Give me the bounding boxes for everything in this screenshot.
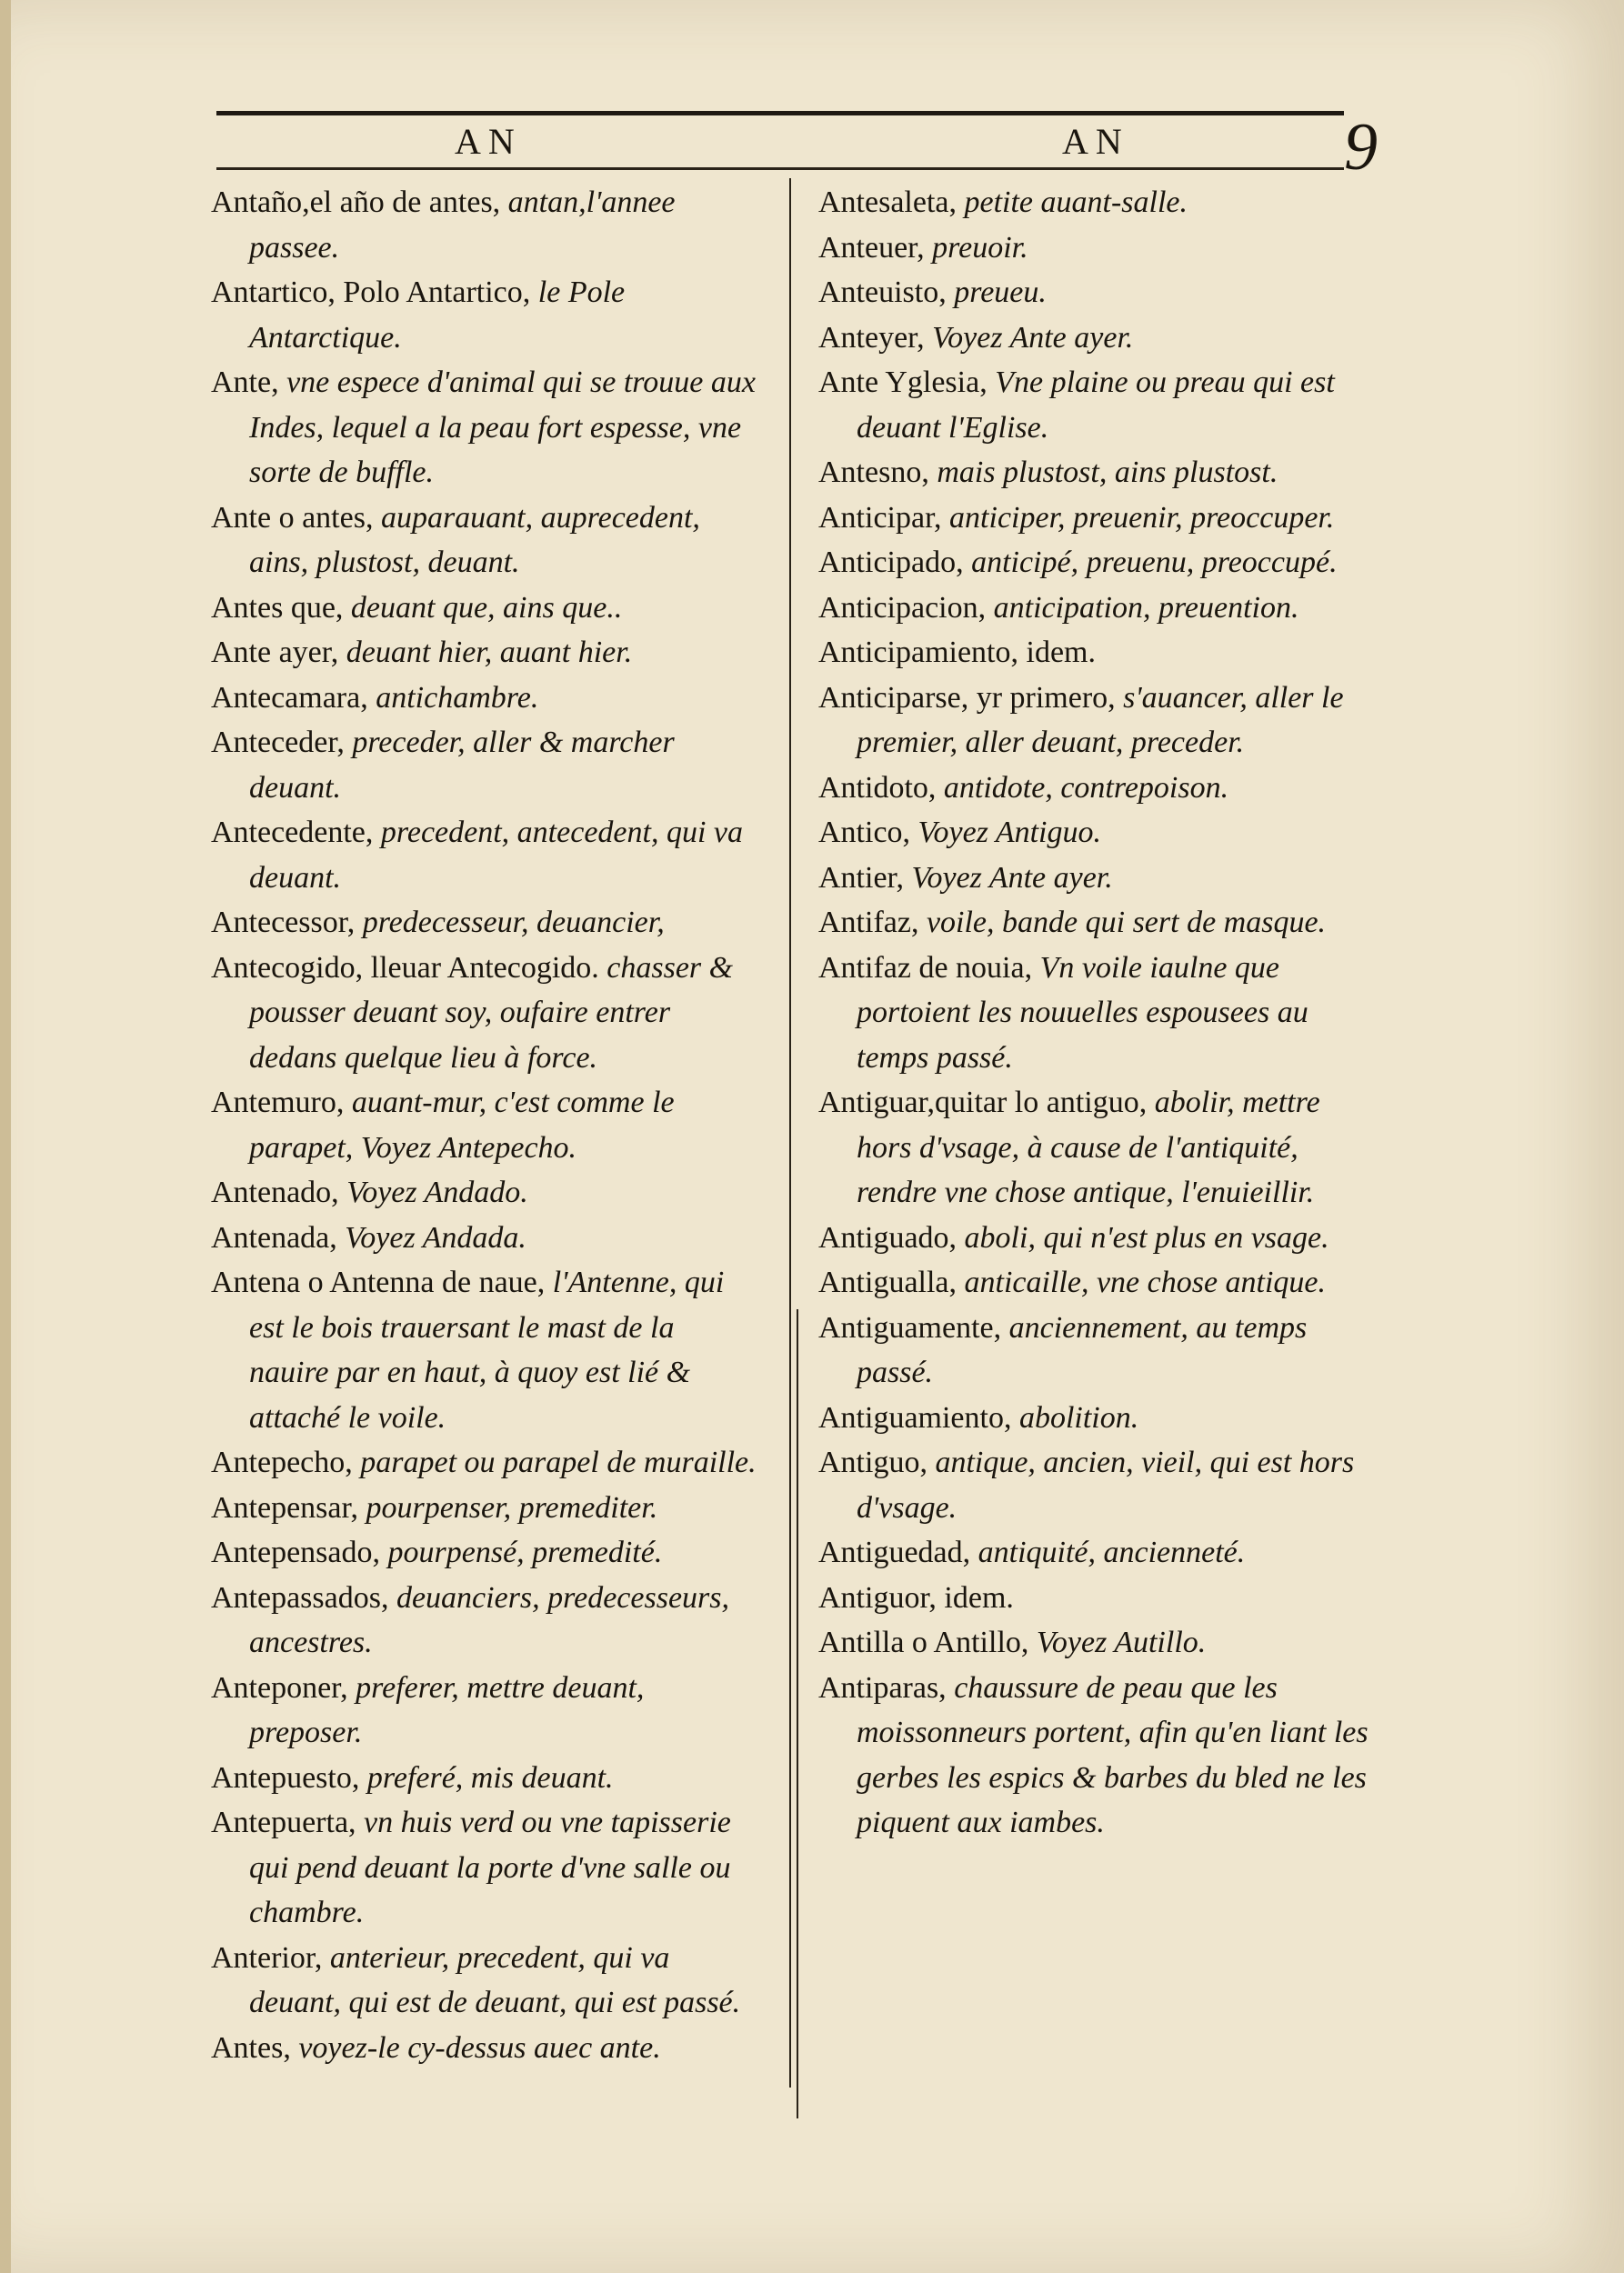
entry-translation: pourpenser, premediter.: [366, 1490, 658, 1525]
entry-translation: vne espece d'animal qui se trouue aux Indes, lequel a la peau fort espesse, vne sorte de buffle.: [249, 365, 756, 489]
dictionary-entry: [818, 810, 1382, 856]
entry-headword: Antecamara,: [211, 680, 376, 715]
entry-translation: Voyez Ante ayer.: [911, 860, 1113, 895]
entry-translation: deuant hier, auant hier.: [346, 636, 633, 669]
entry-translation: aboli, qui n'est plus en vsage.: [964, 1220, 1329, 1255]
entry-headword: Antes que,: [211, 590, 351, 625]
entry-headword: Antecessor,: [211, 906, 363, 939]
dictionary-entry: [211, 1756, 757, 1801]
entry-headword: Antidoto,: [818, 770, 944, 805]
dictionary-entry: [818, 586, 1382, 631]
dictionary-entry: [818, 630, 1382, 676]
entry-headword: Anticiparse, yr primero,: [818, 680, 1124, 715]
entry-headword: Antepensar,: [211, 1490, 366, 1525]
entry-translation: antichambre.: [376, 680, 539, 715]
dictionary-entry: [211, 1440, 757, 1486]
entry-headword: Antilla o Antillo,: [818, 1626, 1037, 1659]
dictionary-entry: [818, 1576, 1382, 1621]
dictionary-entry: [211, 900, 757, 946]
entry-headword: Anteuisto,: [818, 275, 955, 309]
dictionary-entry: [818, 1440, 1382, 1530]
entry-translation: abolition.: [1018, 1400, 1139, 1435]
dictionary-entry: [211, 1260, 757, 1440]
running-head-right: AN: [1062, 121, 1129, 162]
entry-translation: Vne plaine ou preau qui est deuant l'Eglise.: [857, 365, 1335, 445]
entry-headword: Antecogido, lleuar Antecogido.: [211, 950, 607, 985]
entry-headword: Ante ayer,: [211, 636, 346, 669]
entry-headword: Anteponer,: [211, 1670, 356, 1705]
dictionary-entry: [211, 1936, 757, 2026]
entry-headword: Antesaleta,: [818, 185, 965, 219]
entry-headword: Anteyer,: [818, 320, 933, 355]
dictionary-entry: [211, 1486, 757, 1531]
dictionary-entry: [818, 180, 1382, 225]
dictionary-entry: [211, 630, 757, 676]
entry-headword: Ante o antes,: [211, 500, 381, 535]
dictionary-entry: [818, 1216, 1382, 1261]
entry-translation: antique, ancien, vieil, qui est hors d'vsage.: [857, 1446, 1355, 1525]
entry-translation: Voyez Autillo.: [1036, 1626, 1207, 1659]
entry-translation: s'auancer, aller le premier, aller deuant, preceder.: [857, 680, 1344, 759]
dictionary-entry: [211, 676, 757, 721]
entry-translation: vn huis verd ou vne tapisserie qui pend deuant la porte d'vne salle ou chambre.: [249, 1806, 731, 1929]
dictionary-entry: [818, 1666, 1382, 1846]
entry-headword: Antenado,: [211, 1176, 347, 1209]
entry-headword: Antepassados,: [211, 1580, 396, 1615]
entry-translation: parapet ou parapel de muraille.: [360, 1446, 757, 1479]
entry-headword: Antier,: [818, 860, 912, 895]
entry-translation: anticipation, preuention.: [993, 590, 1299, 625]
entry-translation: pourpensé, premedité.: [387, 1536, 663, 1569]
entry-headword: Antigualla,: [818, 1266, 965, 1299]
left-column: [211, 180, 757, 2070]
dictionary-entry: [211, 1576, 757, 1666]
entry-headword: Antepecho,: [211, 1446, 361, 1479]
dictionary-entry: [211, 586, 757, 631]
entry-translation: deuanciers, predecesseurs, ancestres.: [249, 1580, 729, 1659]
dictionary-entry: [818, 540, 1382, 586]
dictionary-entry: [818, 270, 1382, 315]
entry-translation: anciennement, au temps passé.: [857, 1310, 1308, 1389]
entry-headword: Antemuro,: [211, 1086, 352, 1119]
entry-translation: preferé, mis deuant.: [366, 1760, 614, 1795]
dictionary-entry: [818, 1260, 1382, 1306]
entry-translation: preceder, aller & marcher deuant.: [249, 726, 675, 805]
entry-headword: Antiguamiento,: [818, 1400, 1019, 1435]
dictionary-entry: [818, 1396, 1382, 1441]
dictionary-entry: [211, 2026, 757, 2071]
entry-translation: preferer, mettre deuant, preposer.: [249, 1670, 645, 1749]
entry-translation: Voyez Andado.: [346, 1176, 528, 1209]
dictionary-entry: [818, 946, 1382, 1081]
dictionary-entry: [211, 946, 757, 1081]
entry-translation: deuant que, ains que..: [350, 590, 623, 625]
entry-translation: preueu.: [954, 275, 1047, 309]
dictionary-entry: [818, 450, 1382, 496]
entry-headword: Antifaz de nouia,: [818, 950, 1040, 985]
entry-headword: Anteceder,: [211, 726, 353, 759]
dictionary-entry: [211, 270, 757, 360]
header-underline: [216, 167, 1344, 170]
entry-translation: Voyez Antiguo.: [917, 816, 1102, 849]
dictionary-entry: [211, 1080, 757, 1170]
entry-translation: l'Antenne, qui est le bois trauersant le mast de la nauire par en haut, à quoy est lié & attaché le voile.: [249, 1266, 725, 1435]
dictionary-entry: [211, 180, 757, 270]
entry-headword: Anticipacion,: [818, 590, 994, 625]
dictionary-entry: [211, 810, 757, 900]
dictionary-entry: [211, 1216, 757, 1261]
dictionary-entry: [211, 1530, 757, 1576]
entry-headword: Anticipar,: [818, 500, 950, 535]
dictionary-entry: [818, 676, 1382, 766]
entry-translation: voyez-le cy-dessus auec ante.: [298, 2030, 661, 2065]
header-rule: [216, 111, 1344, 115]
entry-headword: Ante Yglesia,: [818, 365, 996, 399]
entry-translation: antidote, contrepoison.: [943, 770, 1229, 805]
entry-headword: Antesno,: [818, 456, 937, 489]
dictionary-entry: [211, 720, 757, 810]
entry-translation: Vn voile iaulne que portoient les nouuelles espousees au temps passé.: [857, 950, 1308, 1075]
dictionary-entry: [818, 496, 1382, 541]
entry-translation: abolir, mettre hors d'vsage, à cause de l'antiquité, rendre vne chose antique, l'enuieillir.: [857, 1086, 1320, 1209]
entry-translation: le Pole Antarctique.: [249, 275, 626, 355]
dictionary-entry: [818, 766, 1382, 811]
dictionary-entry: [211, 496, 757, 586]
entry-headword: Antartico, Polo Antartico,: [211, 275, 538, 309]
entry-translation: anticaille, vne chose antique.: [964, 1266, 1327, 1299]
dictionary-entry: [211, 1666, 757, 1756]
entry-headword: Anterior,: [211, 1940, 330, 1975]
entry-translation: precedent, antecedent, qui va deuant.: [249, 816, 743, 895]
dictionary-entry: [211, 1800, 757, 1936]
entry-headword: Antiguar,quitar lo antiguo,: [818, 1086, 1155, 1119]
entry-headword: Antiguedad,: [818, 1536, 978, 1569]
column-divider-lower: [797, 1309, 798, 2118]
entry-translation: anterieur, precedent, qui va deuant, qui est de deuant, qui est passé.: [249, 1940, 741, 2019]
dictionary-entry: [211, 1170, 757, 1216]
entry-translation: Voyez Andada.: [345, 1220, 526, 1255]
dictionary-entry: [818, 1306, 1382, 1396]
entry-headword: Antiguado,: [818, 1220, 965, 1255]
dictionary-entry: [818, 856, 1382, 901]
entry-translation: antan,l'annee passee.: [249, 185, 676, 265]
entry-translation: preuoir.: [932, 230, 1028, 265]
entry-translation: chaussure de peau que les moissonneurs portent, afin qu'en liant les gerbes les espics & barbes du bled ne les piquent aux iambes.: [857, 1670, 1368, 1839]
entry-headword: Antico,: [818, 816, 918, 849]
entry-translation: predecesseur, deuancier,: [362, 906, 665, 939]
page-number: 9: [1344, 110, 1378, 185]
entry-translation: voile, bande qui sert de masque.: [926, 906, 1327, 939]
entry-translation: petite auant-salle.: [964, 185, 1188, 219]
entry-headword: Antes,: [211, 2030, 299, 2065]
dictionary-entry: [818, 900, 1382, 946]
running-head-left: AN: [455, 121, 522, 162]
entry-headword: Ante,: [211, 365, 287, 399]
entry-headword: Antaño,el año de antes,: [211, 185, 508, 219]
entry-translation: chasser & pousser deuant soy, oufaire entrer dedans quelque lieu à force.: [249, 950, 734, 1075]
entry-translation: mais plustost, ains plustost.: [937, 456, 1278, 489]
entry-headword: Antecedente,: [211, 816, 381, 849]
entry-translation: antiquité, ancienneté.: [977, 1536, 1246, 1569]
dictionary-entry: [818, 1080, 1382, 1216]
entry-headword: Antepensado,: [211, 1536, 388, 1569]
entry-headword: Anticipamiento, idem.: [818, 636, 1096, 669]
entry-headword: Antenada,: [211, 1220, 346, 1255]
column-divider: [789, 178, 791, 2088]
right-column: [818, 180, 1382, 1846]
entry-translation: anticipé, preuenu, preoccupé.: [971, 546, 1338, 579]
entry-translation: auant-mur, c'est comme le parapet, Voyez Antepecho.: [249, 1086, 675, 1165]
entry-headword: Antiguor, idem.: [818, 1580, 1014, 1615]
entry-headword: Antepuerta,: [211, 1806, 365, 1839]
entry-headword: Antepuesto,: [211, 1760, 367, 1795]
dictionary-entry: [818, 315, 1382, 361]
entry-headword: Antiguo,: [818, 1446, 936, 1479]
dictionary-entry: [818, 1530, 1382, 1576]
entry-translation: auparauant, auprecedent, ains, plustost, deuant.: [249, 500, 700, 579]
entry-headword: Antiguamente,: [818, 1310, 1009, 1345]
entry-headword: Antena o Antenna de naue,: [211, 1266, 553, 1299]
entry-translation: anticiper, preuenir, preoccuper.: [949, 500, 1335, 535]
entry-headword: Antifaz,: [818, 906, 927, 939]
entry-headword: Antiparas,: [818, 1670, 955, 1705]
dictionary-entry: [211, 360, 757, 496]
entry-translation: Voyez Ante ayer.: [932, 320, 1134, 355]
dictionary-entry: [818, 1620, 1382, 1666]
entry-headword: Anticipado,: [818, 546, 972, 579]
dictionary-entry: [818, 225, 1382, 271]
dictionary-entry: [818, 360, 1382, 450]
entry-headword: Anteuer,: [818, 230, 933, 265]
